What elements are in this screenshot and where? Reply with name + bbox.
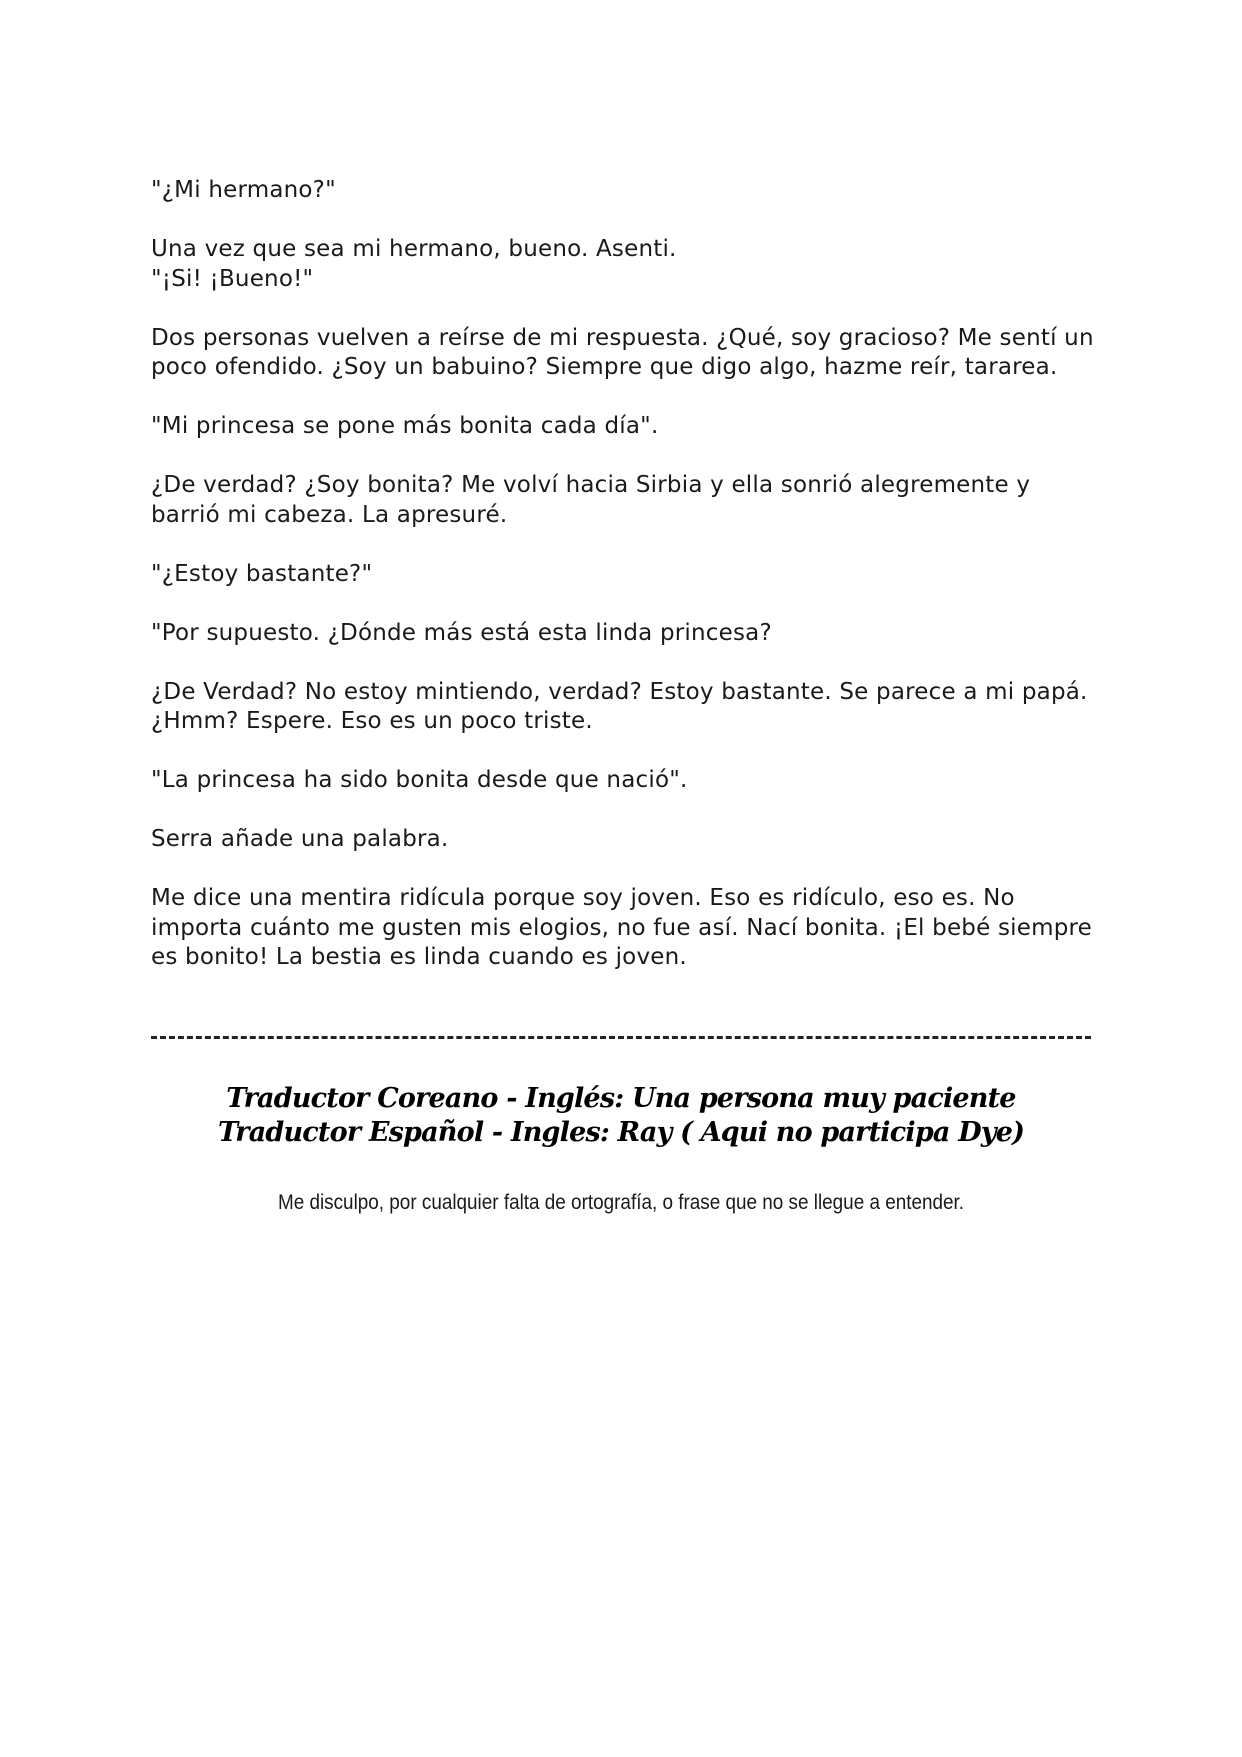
translator-credits — [0, 1082, 1242, 1150]
paragraph: "¿Estoy bastante?" — [151, 560, 373, 587]
paragraph: "¡Si! ¡Bueno!" — [151, 265, 314, 292]
apology-note: Me disculpo, por cualquier falta de ortografía, o frase que no se llegue a entender. — [277, 1191, 965, 1214]
paragraph: Dos personas vuelven a reírse de mi respuesta. ¿Qué, soy gracioso? Me sentí un poco ofendido. ¿Soy un babuino? Siempre que digo algo, hazme reír, tararea. — [151, 324, 1102, 380]
paragraph: Me dice una mentira ridícula porque soy joven. Eso es ridículo, eso es. No importa cuánto me gusten mis elogios, no fue así. Nací bonita. ¡El bebé siempre es bonito! La bestia es linda cuando es joven. — [151, 885, 1100, 970]
credit-spanish-english: Traductor Español - Ingles: Ray ( Aqui no participa Dye) — [217, 1117, 1025, 1148]
paragraph: "¿Mi hermano?" — [151, 177, 336, 203]
paragraph: "Por supuesto. ¿Dónde más está esta linda princesa? — [151, 619, 772, 646]
credit-korean-english: Traductor Coreano - Inglés: Una persona muy paciente — [226, 1083, 1016, 1114]
paragraph: Una vez que sea mi hermano, bueno. Asenti. — [151, 236, 677, 262]
paragraph: ¿De verdad? ¿Soy bonita? Me volví hacia Sirbia y ella sonrió alegremente y barrió mi cabeza. La apresuré. — [151, 472, 1038, 528]
story-text — [151, 176, 1101, 1002]
paragraph: "Mi princesa se pone más bonita cada día". — [151, 413, 659, 439]
dashed-separator — [151, 1036, 1091, 1039]
paragraph: ¿De Verdad? No estoy mintiendo, verdad? Estoy bastante. Se parece a mi papá. ¿Hmm? Espere. Eso es un poco triste. — [151, 678, 1096, 734]
paragraph: "La princesa ha sido bonita desde que nació". — [151, 767, 688, 793]
paragraph: Serra añade una palabra. — [151, 826, 449, 852]
